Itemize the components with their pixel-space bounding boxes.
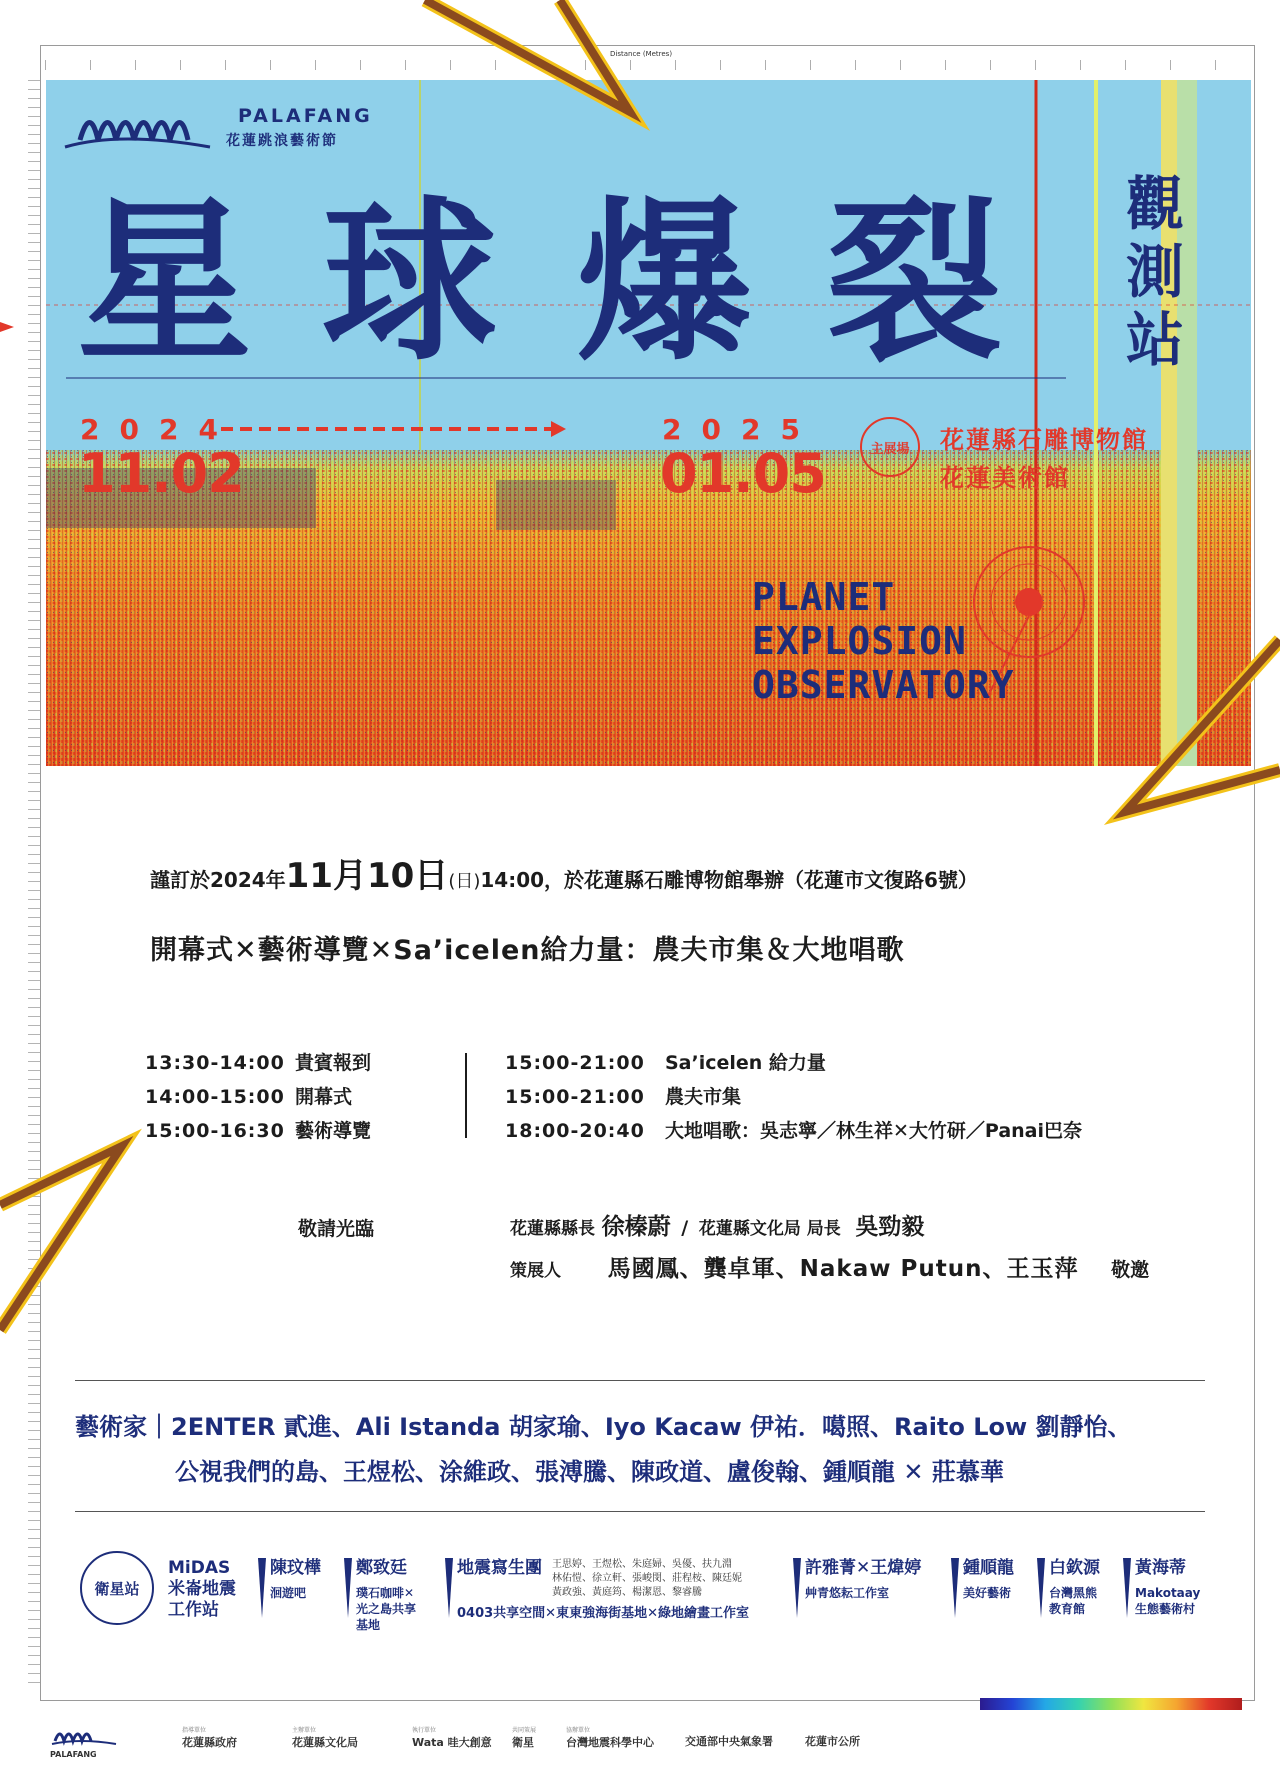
- schedule-divider: [465, 1053, 467, 1138]
- logo-name: 花蓮縣政府: [182, 1736, 237, 1749]
- brand-name: PALAFANG: [238, 105, 373, 127]
- artist-line-1: [75, 1405, 1225, 1450]
- invite-word: 敬邀: [1111, 1259, 1150, 1281]
- bureau-head: 吳勁毅: [855, 1214, 925, 1240]
- logo-name: 台灣地震科學中心: [566, 1736, 654, 1749]
- invitation-line: [150, 848, 978, 897]
- station-venue-line: 璞石咖啡✕: [356, 1586, 415, 1600]
- schedule-row: [505, 1114, 1082, 1148]
- station-pai-chin-yuan: [1049, 1558, 1100, 1617]
- magistrate-name: 徐榛蔚: [601, 1214, 671, 1240]
- hosts-separator: /: [681, 1217, 689, 1239]
- title-char-2: 球: [322, 180, 497, 385]
- artist-line-2: 公視我們的島、王煜松、涂維政、張溥騰、陳政道、盧俊翰、鍾順龍 ✕ 莊慕華: [175, 1458, 1004, 1486]
- footer-logo-palafang: [50, 1725, 120, 1759]
- schedule-time: 13:30-14:00: [145, 1052, 285, 1074]
- schedule-time: 15:00-21:00: [505, 1052, 645, 1074]
- brand-subtitle: 花蓮跳浪藝術節: [226, 133, 338, 149]
- schedule-time: 14:00-15:00: [145, 1086, 285, 1108]
- footer-logo-city-hall: [805, 1733, 860, 1749]
- bureau-title: 花蓮縣文化局 局長: [698, 1219, 841, 1239]
- title-char-1: 星: [77, 180, 252, 385]
- venue-line-2: 花蓮美術館: [940, 464, 1070, 492]
- title-char-4: 裂: [827, 180, 1002, 385]
- logo-name: 衛星: [512, 1736, 534, 1749]
- invitation-rest: 14:00，於花蓮縣石雕博物館舉辦（花蓮市文復路6號）: [480, 868, 978, 892]
- end-year: 2025: [662, 413, 820, 446]
- station-huang-hai-ti: [1135, 1558, 1200, 1617]
- station-venue-line: 台灣黑熊: [1049, 1586, 1098, 1600]
- station-name: 米崙地震: [168, 1579, 236, 1599]
- artist-list: [75, 1405, 1225, 1495]
- station-cheng-chih-ting: [356, 1558, 416, 1633]
- artists-label: 藝術家｜: [75, 1413, 171, 1441]
- station-venue-line: 教育館: [1049, 1602, 1086, 1616]
- logo-name: 花蓮縣文化局: [292, 1736, 358, 1749]
- curator-names: 馬國鳳、龔卓軍、Nakaw Putun、王玉萍: [607, 1256, 1079, 1282]
- logo-caption: 協辦單位: [566, 1727, 591, 1734]
- member-line: 王思婷、王煜松、朱庭婦、吳優、扶九淵: [552, 1559, 732, 1570]
- color-scale-bar: [980, 1698, 1242, 1710]
- station-chen-wen-hua: [270, 1558, 321, 1601]
- station-name: 鄭致廷: [356, 1558, 407, 1578]
- station-marker: [344, 1558, 352, 1618]
- station-chung-shun-lung: [963, 1558, 1014, 1601]
- station-name: 鍾順龍: [963, 1558, 1014, 1578]
- schedule-row: [505, 1046, 1082, 1080]
- venue-line-1: 花蓮縣石雕博物館: [940, 426, 1148, 454]
- start-date: 11.02: [78, 442, 244, 505]
- program-title: 開幕式✕藝術導覽✕Sa’icelen給力量：農夫市集＆大地唱歌: [150, 935, 905, 966]
- observatory-title: 觀測站: [1125, 170, 1184, 374]
- footer-logo-cwa: [685, 1733, 773, 1749]
- schedule-item: 藝術導覽: [295, 1120, 372, 1142]
- invitation-weekday: (日): [448, 871, 481, 892]
- schedule-item: 農夫市集: [665, 1086, 742, 1108]
- station-venue: 艸青悠耘工作室: [805, 1586, 890, 1600]
- station-name: 黃海蒂: [1135, 1558, 1186, 1578]
- station-venue-line: 基地: [356, 1618, 381, 1632]
- station-hsu-wang: [805, 1558, 921, 1601]
- end-date: 01.05: [660, 442, 826, 505]
- please-attend: 敬請光臨: [298, 1218, 375, 1240]
- main-venue-badge: 主展場: [860, 417, 920, 477]
- station-name: 陳玟樺: [270, 1558, 321, 1578]
- hosts-line: [510, 1208, 924, 1241]
- schedule-right: [505, 1046, 1082, 1148]
- station-venue: [1049, 1585, 1100, 1617]
- invitation-date: 11月10日: [285, 856, 449, 896]
- logo-caption: 指導單位: [182, 1727, 207, 1734]
- station-marker: [951, 1558, 959, 1618]
- schedule-item: 大地唱歌：吳志寧／林生祥✕大竹研／Panai巴奈: [665, 1120, 1083, 1142]
- footer-logo-co-curator: [512, 1725, 536, 1750]
- top-ruler-label: Distance (Metres): [610, 50, 673, 58]
- schedule-row: [145, 1080, 371, 1114]
- schedule-time: 18:00-20:40: [505, 1120, 645, 1142]
- english-title-line-1: PLANET: [752, 575, 896, 619]
- logo-name: 花蓮市公所: [805, 1735, 860, 1748]
- divider-line: [75, 1380, 1205, 1381]
- logo-caption: 執行單位: [412, 1727, 437, 1734]
- start-year: 2024: [80, 413, 238, 446]
- footer-logo-culture-bureau: [292, 1725, 358, 1750]
- station-venue-line: Makotaay: [1135, 1586, 1201, 1600]
- station-header: [457, 1558, 749, 1600]
- station-venue-line: 生態藝術村: [1135, 1602, 1196, 1616]
- schedule-row: [145, 1114, 371, 1148]
- schedule-row: [505, 1080, 1082, 1114]
- schedule-item: 開幕式: [295, 1086, 353, 1108]
- schedule-item: Sa’icelen 給力量: [665, 1052, 826, 1074]
- station-midas: [168, 1558, 236, 1621]
- schedule-item: 貴賓報到: [295, 1052, 372, 1074]
- palafang-wave-icon: [50, 1725, 120, 1747]
- curator-title: 策展人: [510, 1261, 561, 1281]
- invitation-prefix: 謹訂於2024年: [150, 868, 286, 892]
- station-marker: [1123, 1558, 1131, 1618]
- station-venue: [356, 1585, 416, 1633]
- magistrate-title: 花蓮縣縣長: [510, 1219, 595, 1239]
- logo-name: PALAFANG: [50, 1750, 97, 1759]
- logo-name: Wata 哇大創意: [412, 1736, 492, 1749]
- english-title-line-3: OBSERVATORY: [752, 663, 1015, 707]
- satellite-badge: 衛星站: [80, 1551, 154, 1625]
- title-char-3: 爆: [577, 180, 752, 385]
- station-marker: [445, 1558, 453, 1618]
- footer-logo-county: [182, 1725, 237, 1750]
- station-marker: [1037, 1558, 1045, 1618]
- artist-names: 2ENTER 貳進、Ali Istanda 胡家瑜、Iyo Kacaw 伊祐．噶照、Raito Low 劉靜怡、: [171, 1413, 1132, 1441]
- schedule-time: 15:00-16:30: [145, 1120, 285, 1142]
- footer-logo-tec: [566, 1725, 654, 1750]
- divider-line: [75, 1511, 1205, 1512]
- curators-line: [510, 1250, 1149, 1283]
- station-name: 白欽源: [1049, 1558, 1100, 1578]
- station-earthquake-sketch-group: [457, 1558, 749, 1622]
- schedule-row: [145, 1046, 371, 1080]
- station-name: 地震寫生團: [457, 1558, 542, 1578]
- logo-caption: 共同策展: [512, 1727, 537, 1734]
- member-line: 黃政強、黃庭筠、楊潔恩、黎睿騰: [552, 1587, 702, 1598]
- footer-logo-wata: [412, 1725, 492, 1750]
- logo-name: 交通部中央氣象署: [685, 1735, 773, 1748]
- schedule-left: [145, 1046, 371, 1148]
- schedule-time: 15:00-21:00: [505, 1086, 645, 1108]
- english-title-line-2: EXPLOSION: [752, 619, 967, 663]
- logo-caption: 主辦單位: [292, 1727, 317, 1734]
- station-name: 許雅菁✕王煒婷: [805, 1558, 922, 1578]
- station-venue-line: 光之島共享: [356, 1602, 417, 1616]
- station-venue: [1135, 1585, 1200, 1617]
- station-venue: 洄遊吧: [270, 1586, 307, 1600]
- station-venue: 美好藝術: [963, 1586, 1012, 1600]
- member-line: 林佑愷、徐立軒、張峻閔、莊程桉、陳廷妮: [552, 1573, 742, 1584]
- station-venue: 0403共享空間✕東東強海街基地✕綠地繪畫工作室: [457, 1606, 749, 1621]
- station-marker: [793, 1558, 801, 1618]
- group-members: [552, 1558, 742, 1600]
- station-name: MiDAS: [168, 1558, 231, 1578]
- station-marker: [258, 1558, 266, 1618]
- station-name: 工作站: [168, 1600, 219, 1620]
